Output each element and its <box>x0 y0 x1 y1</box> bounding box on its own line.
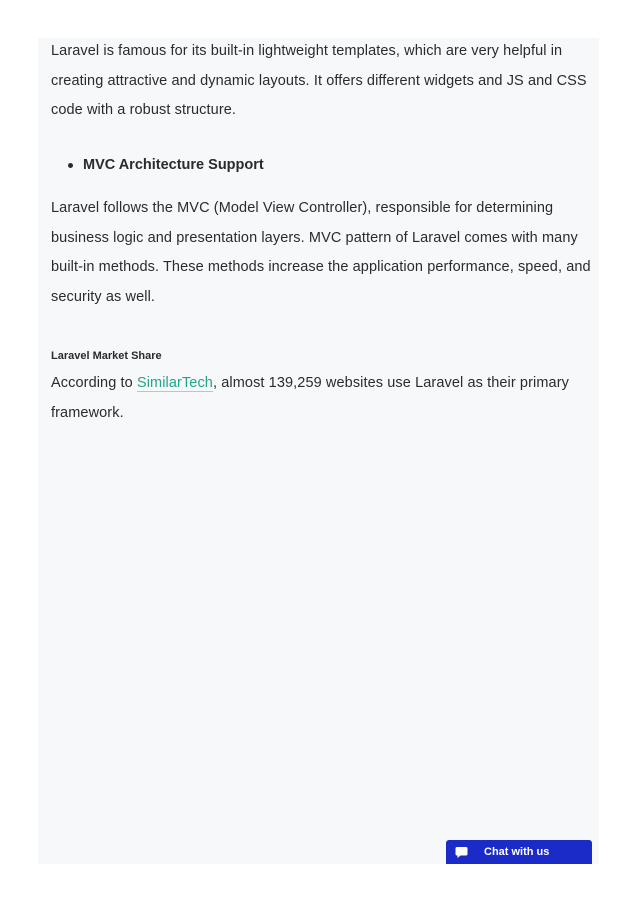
chat-label: Chat with us <box>484 846 550 858</box>
feature-list <box>51 151 591 180</box>
list-item <box>83 151 591 180</box>
similartech-link[interactable]: SimilarTech <box>136 375 213 391</box>
paragraph-market-share <box>51 369 591 428</box>
bullet-label: MVC Architecture Support <box>83 157 264 173</box>
bullet-icon <box>68 163 73 168</box>
paragraph-templates: Laravel is famous for its built-in lightweight templates, which are very helpful in creating attractive and dynamic layouts. It offers different widgets and JS and CSS code with a robust structure. <box>51 43 587 118</box>
article-panel <box>38 38 599 864</box>
market-share-prefix: According to <box>51 375 137 391</box>
section-heading-market-share: Laravel Market Share <box>51 350 162 362</box>
chat-with-us-button[interactable] <box>446 840 592 864</box>
market-share-suffix: , almost 139,259 websites use Laravel as their primary framework. <box>51 375 569 421</box>
paragraph-mvc: Laravel follows the MVC (Model View Controller), responsible for determining business logic and presentation layers. MVC pattern of Laravel comes with many built-in methods. These methods increase the application performance, speed, and security as well. <box>51 200 591 305</box>
chat-bubble-icon <box>455 846 468 859</box>
